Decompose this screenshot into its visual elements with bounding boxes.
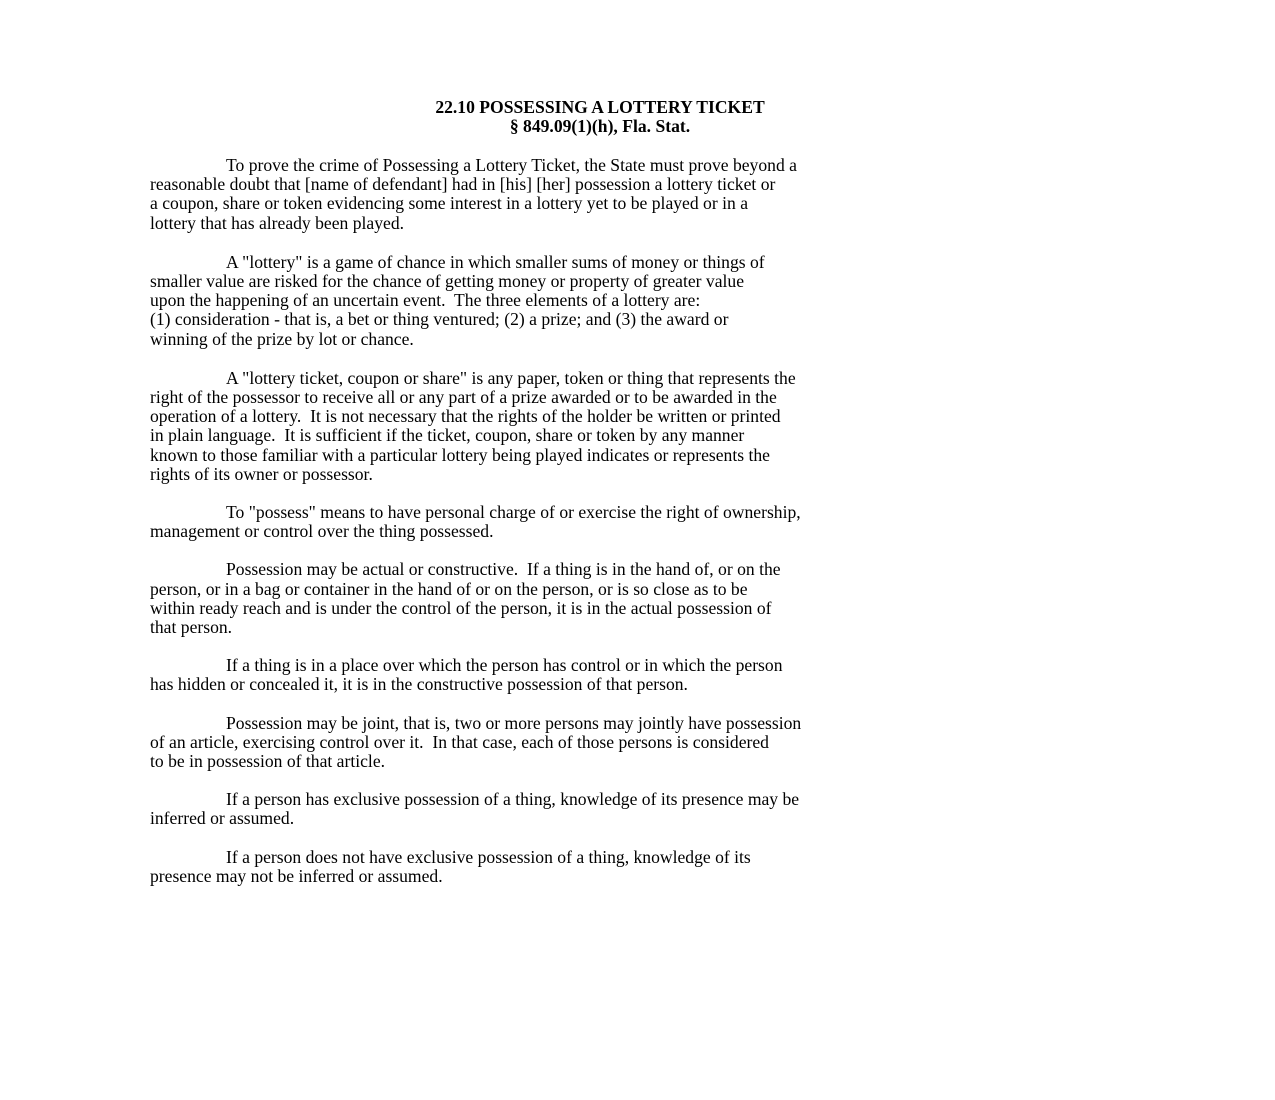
paragraph-line: If a thing is in a place over which the person has control or in which the person: [226, 655, 783, 676]
paragraph-line: upon the happening of an uncertain event. The three elements of a lottery are:: [150, 290, 701, 311]
paragraph-line: To prove the crime of Possessing a Lottery Ticket, the State must prove beyond a: [226, 155, 797, 175]
paragraph-line: within ready reach and is under the control of the person, it is in the actual possession of: [150, 597, 772, 618]
paragraph-line: smaller value are risked for the chance of getting money or property of greater value: [150, 271, 745, 292]
paragraph-line: operation of a lottery. It is not necessary that the rights of the holder be written or printed: [150, 406, 781, 427]
paragraph-line: right of the possessor to receive all or any part of a prize awarded or to be awarded in the: [150, 387, 777, 408]
paragraph-line: that person.: [150, 617, 233, 638]
paragraph-line: If a person has exclusive possession of a thing, knowledge of its presence may be: [226, 789, 800, 810]
paragraph-constructive-possession: [150, 656, 1050, 694]
paragraph-line: To "possess" means to have personal charge of or exercise the right of ownership,: [226, 502, 801, 523]
paragraph-line: has hidden or concealed it, it is in the constructive possession of that person.: [150, 674, 688, 695]
paragraph-line: rights of its owner or possessor.: [150, 463, 373, 484]
statute-reference: § 849.09(1)(h), Fla. Stat.: [509, 116, 691, 136]
document-content: [150, 98, 1050, 886]
paragraph-ticket-definition: [150, 369, 1050, 484]
title-line-1: 22.10 POSSESSING A LOTTERY TICKET: [435, 97, 765, 117]
paragraph-exclusive-possession: [150, 790, 1050, 828]
paragraph-line: in plain language. It is sufficient if the ticket, coupon, share or token by any manner: [150, 425, 745, 446]
paragraph-actual-possession: [150, 560, 1050, 637]
paragraph-line: to be in possession of that article.: [150, 751, 386, 772]
paragraph-line: (1) consideration - that is, a bet or thing ventured; (2) a prize; and (3) the award or: [150, 309, 729, 330]
paragraph-possess-definition: [150, 503, 1050, 541]
document-title: [150, 98, 1050, 136]
paragraph-line: Possession may be actual or constructive. If a thing is in the hand of, or on the: [226, 559, 781, 580]
paragraph-line: of an article, exercising control over it. In that case, each of those persons is considered: [150, 731, 769, 752]
paragraph-line: If a person does not have exclusive possession of a thing, knowledge of its: [226, 846, 751, 867]
paragraph-line: Possession may be joint, that is, two or more persons may jointly have possession: [226, 712, 802, 733]
paragraph-line: person, or in a bag or container in the hand of or on the person, or is so close as to be: [150, 578, 748, 599]
paragraph-elements-of-crime: [150, 156, 1050, 233]
paragraph-line: A "lottery ticket, coupon or share" is any paper, token or thing that represents the: [226, 367, 796, 388]
paragraph-line: winning of the prize by lot or chance.: [150, 328, 414, 349]
paragraph-line: a coupon, share or token evidencing some interest in a lottery yet to be played or in a: [150, 193, 748, 214]
paragraph-nonexclusive-possession: [150, 848, 1050, 886]
paragraph-line: inferred or assumed.: [150, 808, 295, 829]
paragraph-joint-possession: [150, 714, 1050, 772]
paragraph-line: reasonable doubt that [name of defendant] had in [his] [her] possession a lottery ticket or: [150, 174, 776, 195]
paragraph-lottery-definition: [150, 253, 1050, 349]
paragraph-line: management or control over the thing possessed.: [150, 521, 494, 542]
paragraph-line: known to those familiar with a particular lottery being played indicates or represents the: [150, 444, 770, 465]
paragraph-line: A "lottery" is a game of chance in which smaller sums of money or things of: [226, 251, 765, 272]
paragraph-line: presence may not be inferred or assumed.: [150, 865, 443, 886]
paragraph-line: lottery that has already been played.: [150, 212, 405, 233]
